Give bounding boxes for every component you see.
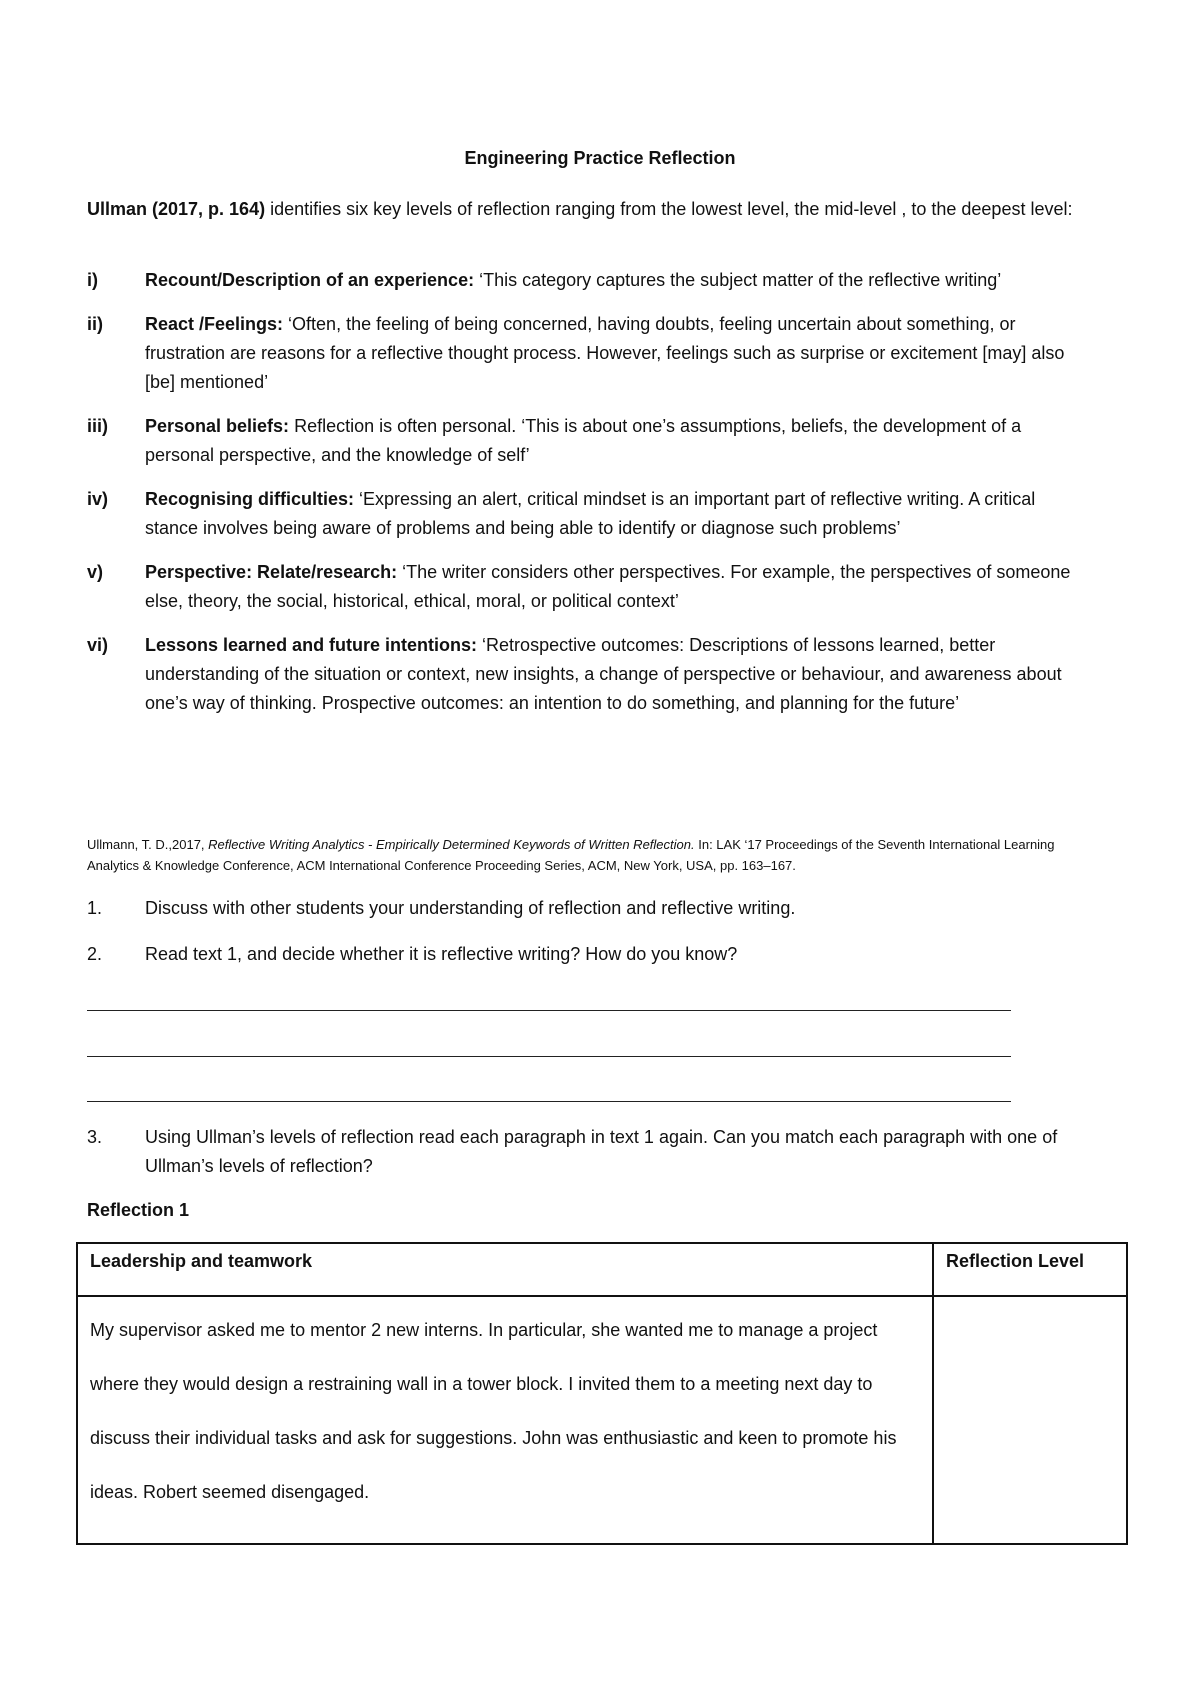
level-label: Perspective: Relate/research: — [145, 562, 398, 582]
reflection-levels-list — [87, 266, 1077, 733]
table-row — [77, 1296, 1127, 1544]
table-header-row — [77, 1243, 1127, 1296]
level-number: i) — [87, 270, 98, 290]
level-label: Recognising difficulties: — [145, 489, 355, 509]
document-title: Engineering Practice Reflection — [464, 148, 736, 168]
level-item — [87, 310, 1077, 397]
answer-line[interactable] — [87, 1101, 1011, 1102]
reference-citation — [87, 834, 1087, 876]
level-label: Recount/Description of an experience: — [145, 270, 475, 290]
question-item — [87, 940, 1077, 969]
level-number: iii) — [87, 416, 108, 436]
level-item — [87, 485, 1077, 543]
intro-citation: Ullman (2017, p. 164) — [87, 199, 266, 219]
level-number: iv) — [87, 489, 109, 509]
level-number: v) — [87, 562, 104, 582]
level-label: Personal beliefs: — [145, 416, 290, 436]
answer-line[interactable] — [87, 1010, 1011, 1011]
level-text: ‘Often, the feeling of being concerned, having doubts, feeling uncertain about something, or frustration are reasons for a reflective thought process. However, feelings such as surprise or excitement [may] also [be] mentioned’ — [145, 314, 1065, 392]
level-number: ii) — [87, 314, 103, 334]
reflection-paragraph-cell: My supervisor asked me to mentor 2 new interns. In particular, she wanted me to manage a project where they would design a restraining wall in a tower block. I invited them to a meeting next day to discuss their individual tasks and ask for suggestions. John was enthusiastic and keen to promote his ideas. Robert seemed disengaged. — [77, 1296, 933, 1544]
level-text: ‘Retrospective outcomes: Descriptions of lessons learned, better understanding of the situation or context, new insights, a change of perspective or behaviour, and awareness about one’s way of thinking. Prospective outcomes: an intention to do something, and planning for the future’ — [145, 635, 1062, 713]
question-number: 1. — [87, 898, 103, 918]
intro-text: identifies six key levels of reflection ranging from the lowest level, the mid-level , to the deepest level: — [265, 199, 1073, 219]
section-heading: Reflection 1 — [87, 1200, 190, 1220]
level-item — [87, 631, 1077, 718]
question-text: Discuss with other students your understanding of reflection and reflective writing. — [145, 898, 796, 918]
level-number: vi) — [87, 635, 109, 655]
level-item — [87, 412, 1077, 470]
question-number: 3. — [87, 1127, 103, 1147]
reflection-table — [76, 1242, 1128, 1545]
level-text: Reflection is often personal. ‘This is about one’s assumptions, beliefs, the development of a personal perspective, and the knowledge of self’ — [145, 416, 1022, 465]
level-item — [87, 266, 1077, 295]
question-item — [87, 1123, 1077, 1181]
level-label: Lessons learned and future intentions: — [145, 635, 478, 655]
question-number: 2. — [87, 944, 103, 964]
level-text: ‘The writer considers other perspectives. For example, the perspectives of someone else, theory, the social, historical, ethical, moral, or political context’ — [145, 562, 1071, 611]
question-text: Using Ullman’s levels of reflection read each paragraph in text 1 again. Can you match each paragraph with one of Ullman’s levels of reflection? — [145, 1127, 1058, 1176]
column-header-topic: Leadership and teamwork — [77, 1243, 933, 1296]
answer-line[interactable] — [87, 1056, 1011, 1057]
question-item — [87, 894, 1077, 923]
level-label: React /Feelings: — [145, 314, 284, 334]
reference-details: In: LAK ‘17 Proceedings of the Seventh International Learning Analytics & Knowledge Conference, ACM International Conference Proceeding Series, ACM, New York, USA, pp. 163–167. — [87, 837, 1055, 873]
question-text: Read text 1, and decide whether it is reflective writing? How do you know? — [145, 944, 738, 964]
reflection-level-answer-cell[interactable] — [933, 1296, 1127, 1544]
column-header-reflection-level: Reflection Level — [933, 1243, 1127, 1296]
level-text: ‘This category captures the subject matter of the reflective writing’ — [474, 270, 1002, 290]
reference-title: Reflective Writing Analytics - Empirically Determined Keywords of Written Reflection. — [208, 837, 695, 852]
level-text: ‘Expressing an alert, critical mindset is an important part of reflective writing. A critical stance involves being aware of problems and being able to identify or diagnose such problems’ — [145, 489, 1036, 538]
reference-authors: Ullmann, T. D.,2017, — [87, 837, 209, 852]
level-item — [87, 558, 1077, 616]
intro-paragraph — [87, 195, 1135, 224]
